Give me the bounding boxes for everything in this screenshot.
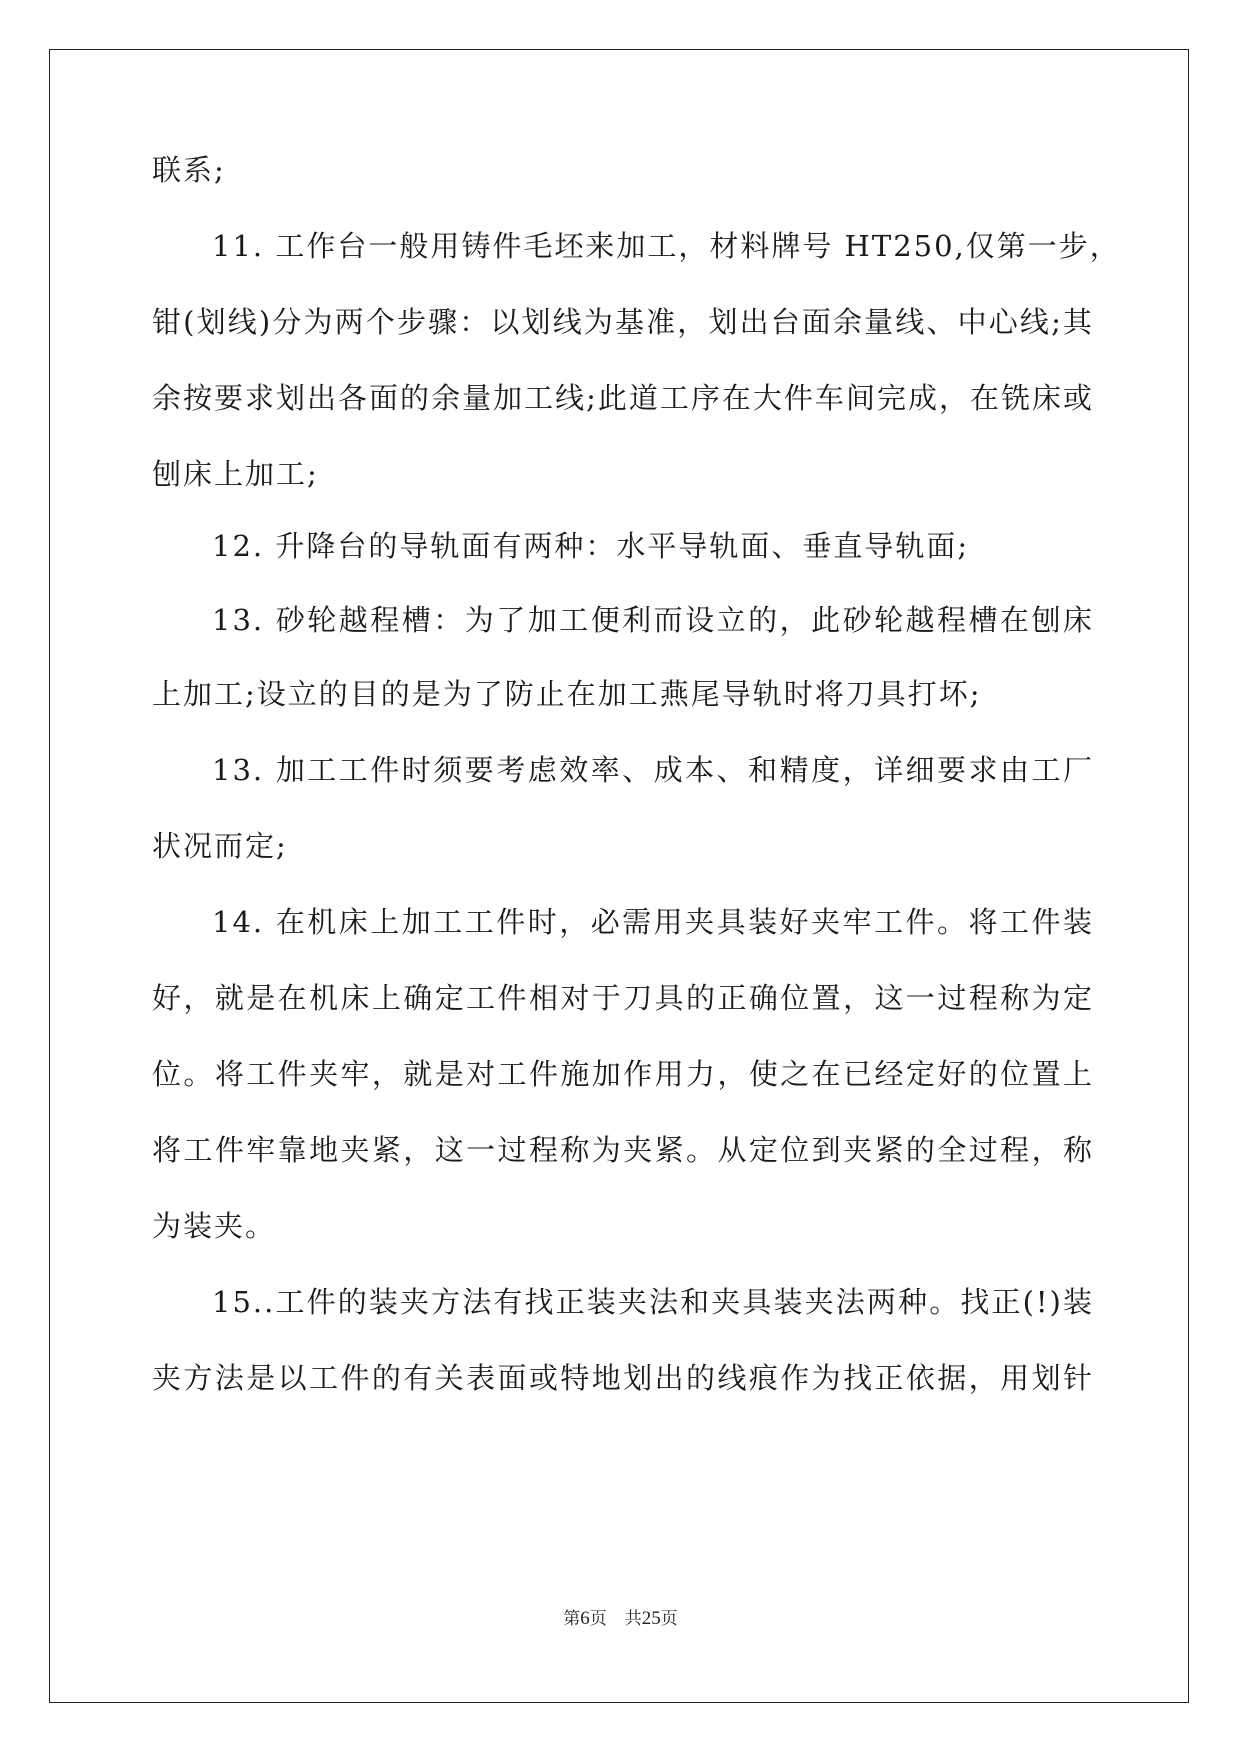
text-line: 12. 升降台的导轨面有两种：水平导轨面、垂直导轨面;: [212, 529, 970, 563]
text-line: 联系;: [152, 153, 226, 187]
text-line: 上加工;设立的目的是为了防止在加工燕尾导轨时将刀具打坏;: [152, 677, 982, 711]
text-line: 14. 在机床上加工工件时，必需用夹具装好夹牢工件。将工件装: [212, 905, 1094, 939]
footer-total-unit: 页: [660, 1609, 678, 1629]
footer-page-total: 25: [641, 1608, 661, 1629]
footer-page-prefix: 第: [563, 1609, 581, 1629]
page-border: [49, 49, 1189, 1703]
text-line: 13. 砂轮越程槽：为了加工便利而设立的，此砂轮越程槽在刨床: [212, 603, 1094, 637]
text-line: 余按要求划出各面的余量加工线;此道工序在大件车间完成，在铣床或: [152, 381, 1094, 415]
footer-total-prefix: 共: [624, 1609, 642, 1629]
text-line: 位。将工件夹牢，就是对工件施加作用力，使之在已经定好的位置上: [152, 1057, 1094, 1091]
footer-page-current: 6: [580, 1608, 590, 1629]
footer-page-unit: 页: [589, 1609, 607, 1629]
text-line: 刨床上加工;: [152, 457, 319, 491]
text-line: 将工件牢靠地夹紧，这一过程称为夹紧。从定位到夹紧的全过程，称: [152, 1133, 1094, 1167]
text-line: 13. 加工工件时须要考虑效率、成本、和精度，详细要求由工厂: [212, 753, 1094, 787]
text-line: 为装夹。: [152, 1209, 277, 1243]
text-line: 状况而定;: [152, 829, 288, 863]
text-line: 夹方法是以工件的有关表面或特地划出的线痕作为找正依据，用划针: [152, 1361, 1094, 1395]
page-footer: [0, 1604, 1241, 1630]
text-line: 钳(划线)分为两个步骤：以划线为基准，划出台面余量线、中心线;其: [152, 305, 1094, 339]
text-line: 好，就是在机床上确定工件相对于刀具的正确位置，这一过程称为定: [152, 981, 1094, 1015]
text-line: 11. 工作台一般用铸件毛坯来加工，材料牌号 HT250,仅第一步，: [212, 229, 1121, 263]
text-line: 15..工件的装夹方法有找正装夹法和夹具装夹法两种。找正(!)装: [212, 1285, 1094, 1319]
